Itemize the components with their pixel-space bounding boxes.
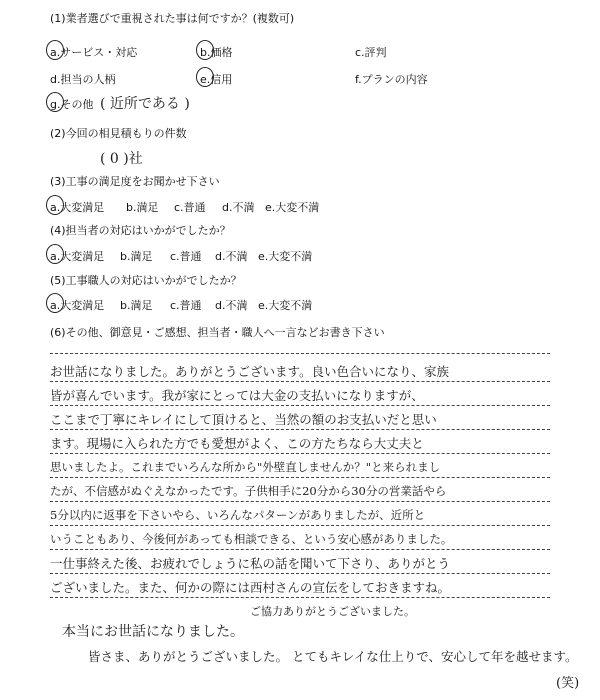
q4-option-c[interactable]: c.普通 xyxy=(170,250,202,263)
comment-top-rule xyxy=(50,353,550,354)
q4-option-e[interactable]: e.大変不満 xyxy=(258,250,313,263)
selected-circle xyxy=(46,40,64,60)
q2-title: (2)今回の相見積もりの件数 xyxy=(50,127,187,140)
selected-circle xyxy=(196,40,214,60)
q3-option-e[interactable]: e.大変不満 xyxy=(265,201,320,214)
q5-option-e[interactable]: e.大変不満 xyxy=(258,299,313,312)
q6-title: (6)その他、御意見・ご感想、担当者・職人へ一言などお書き下さい xyxy=(50,326,385,339)
comment-line: 皆が喜んでいます。我が家にとっては大金の支払いになりますが、 xyxy=(50,386,550,406)
selected-circle xyxy=(46,293,64,313)
q4-option-a[interactable]: a.大変満足 xyxy=(50,250,105,263)
q5-option-d[interactable]: d.不満 xyxy=(215,299,248,312)
q1-option-service[interactable]: a.サービス・対応 xyxy=(50,46,138,59)
comment-line: 一仕事終えた後、お疲れでしょうに私の話を聞いて下さり、ありがとう xyxy=(50,554,550,574)
q1-title: (1)業者選びで重視された事は何ですか？(複数可) xyxy=(50,12,295,25)
selected-circle xyxy=(46,92,64,112)
q5-option-a[interactable]: a.大変満足 xyxy=(50,299,105,312)
q1-option-trust[interactable]: e.信用 xyxy=(200,73,233,86)
q5-option-b[interactable]: b.満足 xyxy=(120,299,153,312)
thanks-message: ご協力ありがとうございました。 xyxy=(250,605,415,618)
q1-option-other[interactable]: g.その他 xyxy=(50,98,94,111)
comment-line: たが、不信感がぬぐえなかったです。子供相手に20分から30分の営業話やら xyxy=(50,482,550,502)
selected-circle xyxy=(46,195,64,215)
comment-line: ここまで丁寧にキレイにして頂けると、当然の額のお支払いだと思い xyxy=(50,410,550,430)
selected-circle xyxy=(196,67,214,87)
q1-option-plan[interactable]: f.プランの内容 xyxy=(355,73,428,86)
q2-answer: ( 0 )社 xyxy=(100,151,143,167)
comment-line: 思いましたよ。これまでいろんな所から"外壁直しませんか？"と来られまし xyxy=(50,458,550,478)
q1-option-reputation[interactable]: c.評判 xyxy=(355,46,387,59)
staff-note-sign: (笑) xyxy=(556,676,580,691)
selected-circle xyxy=(46,244,64,264)
q5-title: (5)工事職人の対応はいかがでしたか？ xyxy=(50,274,242,287)
comment-line: ございました。また、何かの際には西村さんの宣伝をしておきますね。 xyxy=(50,578,550,598)
q3-option-d[interactable]: d.不満 xyxy=(222,201,255,214)
q4-option-d[interactable]: d.不満 xyxy=(215,250,248,263)
q1-option-price[interactable]: b.価格 xyxy=(200,46,233,59)
q1-other-answer: ( 近所である ) xyxy=(100,96,190,112)
q5-option-c[interactable]: c.普通 xyxy=(170,299,202,312)
q4-option-b[interactable]: b.満足 xyxy=(120,250,153,263)
q3-title: (3)工事の満足度をお聞かせ下さい xyxy=(50,175,220,188)
q3-option-a[interactable]: a.大変満足 xyxy=(50,201,105,214)
comment-line: ます。現場に入られた方でも愛想がよく、この方たちなら大丈夫と xyxy=(50,434,550,454)
staff-note-line1: 本当にお世話になりました。 xyxy=(62,624,244,640)
q4-title: (4)担当者の対応はいかがでしたか？ xyxy=(50,224,231,237)
q1-option-staff-personality[interactable]: d.担当の人柄 xyxy=(50,73,116,86)
q3-option-c[interactable]: c.普通 xyxy=(174,201,206,214)
staff-note-line2: 皆さま、ありがとうございました。 とてもキレイな仕上りで、安心して年を越せます。 xyxy=(88,649,578,664)
comment-line: お世話になりました。ありがとうございます。良い色合いになり、家族 xyxy=(50,362,550,382)
comment-line: いうこともあり、今後何があっても相談できる、という安心感がありました。 xyxy=(50,530,550,550)
comment-line: 5分以内に返事を下さいやら、いろんなパターンがありましたが、近所と xyxy=(50,506,550,526)
q3-option-b[interactable]: b.満足 xyxy=(126,201,159,214)
